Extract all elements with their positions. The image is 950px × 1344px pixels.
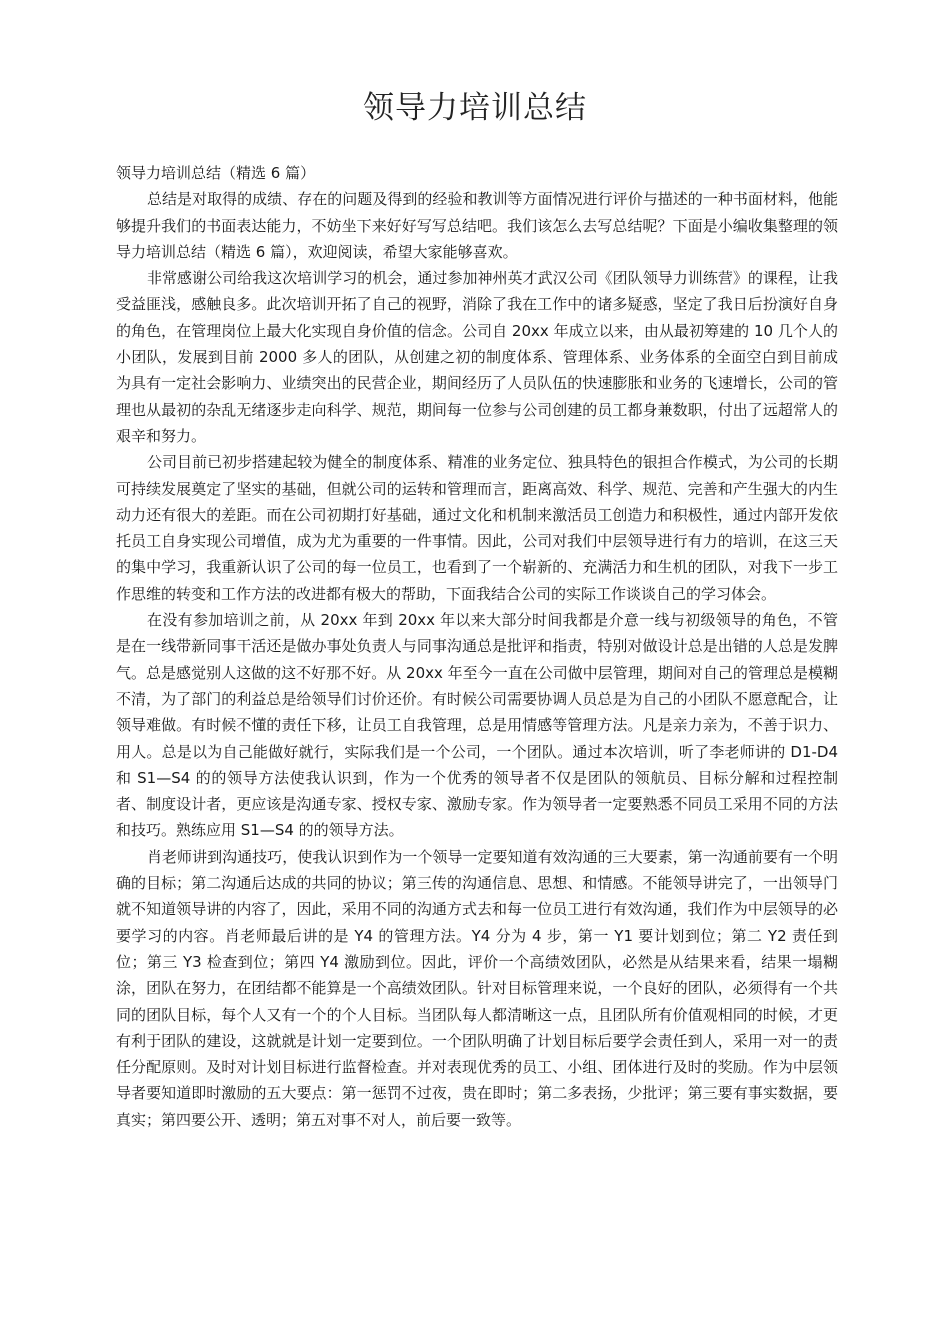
document-subtitle: 领导力培训总结（精选 6 篇） [116,164,316,182]
paragraph-before-training: 在没有参加培训之前，从 20xx 年到 20xx 年以来大部分时间我都是介意一线与初级领导的角色，不管是在一线带新同事干活还是做办事处负责人与同事沟通总是批评和指责，特别对做设计总是出错的人总是发脾气。总是感觉别人这做的这不好那不好。从 20xx 年至今一直在公司做中层管理，期间对自己的管理总是模糊不清，为了部门的利益总是给领导们讨价还价。有时候公司需要协调人员总是为自己的小团队不愿意配合，让领导难做。有时候不懂的责任下移，让员工自我管理，总是用情感等管理方法。凡是亲力亲为，不善于识力、用人。总是以为自己能做好就行，实际我们是一个公司，一个团队。通过本次培训，听了李老师讲的 D1-D4 和 S1—S4 的的领导方法使我认识到，作为一个优秀的领导者不仅是团队的领航员、目标分解和过程控制者、制度设计者，更应该是沟通专家、授权专家、激励专家。作为领导者一定要熟悉不同员工采用不同的方法和技巧。熟练应用 S1—S4 的的领导方法。 [116,611,838,840]
paragraph-intro: 总结是对取得的成绩、存在的问题及得到的经验和教训等方面情况进行评价与描述的一种书面材料，他能够提升我们的书面表达能力，不妨坐下来好好写写总结吧。我们该怎么去写总结呢？下面是小编收集整理的领导力培训总结（精选 6 篇），欢迎阅读，希望大家能够喜欢。 [116,190,838,261]
paragraph-company-status: 公司目前已初步搭建起较为健全的制度体系、精准的业务定位、独具特色的银担合作模式，为公司的长期可持续发展奠定了坚实的基础，但就公司的运转和管理而言，距离高效、科学、规范、完善和产生强大的内生动力还有很大的差距。而在公司初期打好基础，通过文化和机制来激活员工创造力和积极性，通过内部开发依托员工自身实现公司增值，成为尤为重要的一件事情。因此，公司对我们中层领导进行有力的培训，在这三天的集中学习，我重新认识了公司的每一位员工，也看到了一个崭新的、充满活力和生机的团队，对我下一步工作思维的转变和工作方法的改进都有极大的帮助，下面我结合公司的实际工作谈谈自己的学习体会。 [116,453,838,603]
document-title: 领导力培训总结 [363,90,587,126]
paragraph-gratitude: 非常感谢公司给我这次培训学习的机会，通过参加神州英才武汉公司《团队领导力训练营》的课程，让我受益匪浅，感触良多。此次培训开拓了自己的视野，消除了我在工作中的诸多疑惑，坚定了我日后扮演好自身的角色，在管理岗位上最大化实现自身价值的信念。公司自 20xx 年成立以来，由从最初筹建的 10 几个人的小团队，发展到目前 2000 多人的团队，从创建之初的制度体系、管理体系、业务体系的全面空白到目前成为具有一定社会影响力、业绩突出的民营企业，期间经历了人员队伍的快速膨胀和业务的飞速增长，公司的管理也从最初的杂乱无绪逐步走向科学、规范，期间每一位参与公司创建的员工都身兼数职，付出了远超常人的艰辛和努力。 [116,269,838,445]
document-body [116,160,838,1133]
paragraph-communication-skills: 肖老师讲到沟通技巧，使我认识到作为一个领导一定要知道有效沟通的三大要素，第一沟通前要有一个明确的目标；第二沟通后达成的共同的协议；第三传的沟通信息、思想、和情感。不能领导讲完了，一出领导门就不知道领导讲的内容了，因此，采用不同的沟通方式去和每一位员工进行有效沟通，我们作为中层领导的必要学习的内容。肖老师最后讲的是 Y4 的管理方法。Y4 分为 4 步，第一 Y1 要计划到位；第二 Y2 责任到位；第三 Y3 检查到位；第四 Y4 激励到位。因此，评价一个高绩效团队，必然是从结果来看，结果一塌糊涂，团队在努力，在团结都不能算是一个高绩效团队。针对目标管理来说，一个良好的团队，必须得有一个共同的团队目标，每个人又有一个的个人目标。当团队每人都清晰这一点，且团队所有价值观相同的时候，才更有利于团队的建设，这就就是计划一定要到位。一个团队明确了计划目标后要学会责任到人，采用一对一的责任分配原则。及时对计划目标进行监督检查。并对表现优秀的员工、小组、团体进行及时的奖励。作为中层领导者要知道即时激励的五大要点：第一惩罚不过夜，贵在即时；第二多表扬，少批评；第三要有事实数据，要真实；第四要公开、透明；第五对事不对人，前后要一致等。 [116,847,838,1129]
